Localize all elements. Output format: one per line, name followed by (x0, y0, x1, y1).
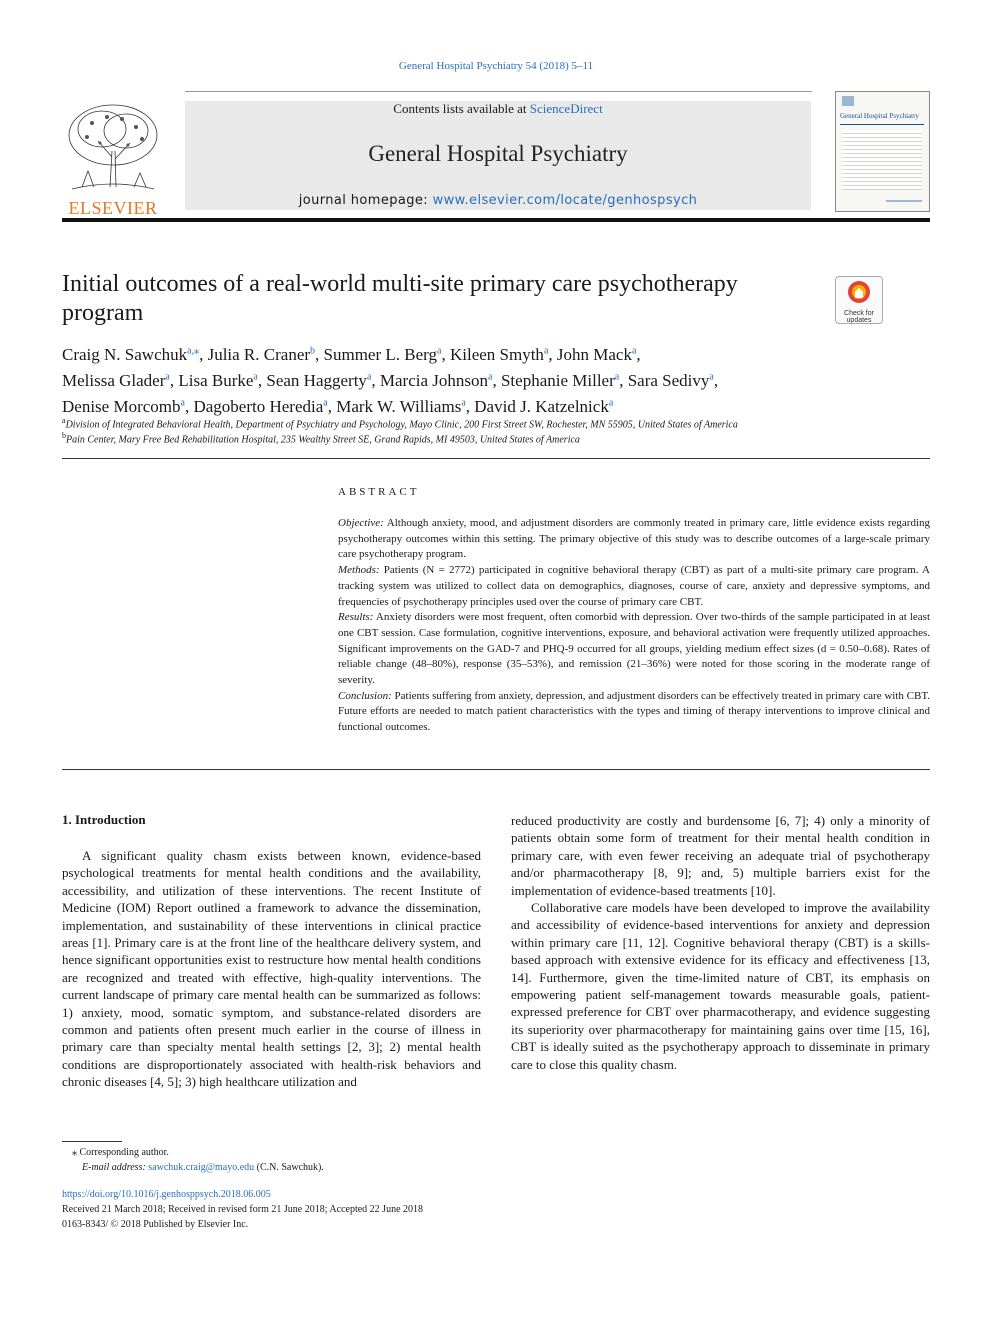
abstract-heading: ABSTRACT (338, 486, 420, 498)
author[interactable]: John Mack$^a$, (556, 344, 641, 364)
abstract-methods: Methods: Patients (N = 2772) participated in cognitive behavioral therapy (CBT) as part of a multi-site primary care program. A tracking system was utilized to collect data on demographics, diagnoses, course of care, anxiety and depressive symptoms, and frequencies of psychotherapy principles used over the course of primary care CBT. (338, 564, 930, 608)
cover-contents-lines (842, 130, 922, 190)
author[interactable]: Craig N. Sawchuk$^{a,⁎}$, (62, 344, 208, 364)
cover-title: General Hospital Psychiatry (840, 112, 919, 120)
homepage-prefix: journal homepage: (298, 193, 433, 208)
corresponding-author-note: ⁎ Corresponding author. (72, 1147, 169, 1158)
footnote-rule (62, 1141, 122, 1142)
copyright-line: 0163-8343/ © 2018 Published by Elsevier Inc. (62, 1219, 249, 1230)
journal-title: General Hospital Psychiatry (368, 141, 628, 166)
author[interactable]: Stephanie Miller$^a$, (500, 370, 628, 390)
contents-available-line (185, 101, 811, 117)
header-top-rule (185, 91, 812, 92)
abstract-results: Results: Anxiety disorders were most frequent, often comorbid with depression. Over two-thirds of the sample participated in at least one CBT session. Case formulation, cognitive interventions, exposure, and behavioral activation were frequently utilized approaches. Significant improvements on the GAD-7 and PHQ-9 occurred for all groups, yielding medium effect sizes (d = 0.50–0.68). Rates of reliable change (48–80%), response (35–53%), and remission (21–36%) were noted for those scoring in the moderate range of severity. (338, 611, 930, 687)
cover-rule (840, 124, 924, 125)
journal-homepage-line (185, 193, 811, 208)
cover-logo-icon (842, 96, 854, 106)
author[interactable]: Melissa Glader$^a$, (62, 370, 179, 390)
intro-paragraph-1: A significant quality chasm exists between known, evidence-based psychological treatments for mental health conditions and the availability, accessibility, and utilization of these interventions. The recent Institute of Medicine (IOM) Report outlined a framework to advance the dissemination, implementation, and sustainability of these interventions in clinical practice areas [1]. Primary care is at the front line of the healthcare delivery system, and hence significant opportunities exist to restructure how mental health conditions are recognized and treated with effective, high-quality interventions. The current landscape of primary care mental health can be summarized as follows: 1) anxiety, mood, somatic symptom, and substance-related disorders are common and patients often present much earlier in the course of illness in primary care than specialty mental health settings [2, 3]; 2) mental health conditions are disproportionately associated with health-risk behaviors and chronic diseases [4, 5]; 3) high healthcare utilization and (62, 848, 481, 1090)
abstract-conclusion: Conclusion: Patients suffering from anxiety, depression, and adjustment disorders can be effectively treated in primary care with CBT. Future efforts are needed to match patient characteristics with the types and timing of therapy interventions to improve clinical and functional outcomes. (338, 689, 930, 734)
author[interactable]: Julia R. Craner$^b$, (207, 344, 324, 364)
elsevier-tree-icon (62, 101, 164, 193)
contents-prefix: Contents lists available at (393, 101, 530, 116)
affiliation-b: $^b$Pain Center, Mary Free Bed Rehabilitation Hospital, 235 Wealthy Street SE, Grand Rapids, MI 49503, United States of America (62, 431, 580, 446)
author[interactable]: Marcia Johnson$^a$, (379, 370, 501, 390)
intro-column-left (62, 847, 481, 1091)
intro-column-right (511, 812, 930, 1073)
author[interactable]: Summer L. Berg$^a$, (323, 344, 450, 364)
badge-line-1: Check for (844, 310, 874, 317)
article-dates: Received 21 March 2018; Received in revised form 21 June 2018; Accepted 22 June 2018 (62, 1204, 424, 1215)
author[interactable]: Kileen Smyth$^a$, (449, 344, 557, 364)
doi-link[interactable]: https://doi.org/10.1016/j.genhosppsych.2018.06.005 (62, 1189, 271, 1200)
affiliation-a: $^a$Division of Integrated Behavioral Health, Department of Psychiatry and Psychology, Mayo Clinic, 200 First Street SW, Rochester, MN 55905, United States of America (62, 416, 738, 431)
intro-paragraph-1-continued: reduced productivity are costly and burdensome [6, 7]; 4) only a minority of patients obtain some form of treatment for their mental health condition in primary care, with even fewer receiving an adequate trial of psychotherapy and/or pharmacotherapy [8, 9]; and, 5) multiple barriers exist for the implementation of evidence-based treatments [10]. (511, 813, 930, 898)
badge-line-2: updates (846, 317, 872, 324)
author[interactable]: Sara Sedivy$^a$, (627, 370, 719, 390)
email-note: E-mail address: sawchuk.craig@mayo.edu (C.N. Sawchuk). (82, 1162, 324, 1173)
author[interactable]: Denise Morcomb$^a$, (62, 396, 194, 416)
affiliation-divider (62, 458, 930, 459)
author[interactable]: David J. Katzelnick$^a$ (474, 396, 614, 416)
intro-paragraph-2: Collaborative care models have been developed to improve the availability and accessibility of evidence-based interventions for anxiety and depression within primary care [11, 12]. Cognitive behavioral therapy (CBT) is a skills-based approach with extensive evidence for its efficacy and effectiveness [13, 14]. Furthermore, given the time-limited nature of CBT, its emphasis on empowering patient self-management towards measurable goals, patient-expressed preference for CBT over pharmacotherapy, and evidence suggesting its superiority over pharmacotherapy for maintaining gains over time [15, 16], CBT is ideally suited as the psychotherapy approach to disseminate in primary care to close this quality chasm. (511, 900, 930, 1072)
check-updates-icon (846, 279, 872, 305)
author-list (62, 340, 892, 418)
section-heading-introduction: 1. Introduction (62, 812, 146, 827)
journal-homepage-link[interactable]: www.elsevier.com/locate/genhospsych (432, 193, 698, 208)
author[interactable]: Lisa Burke$^a$, (178, 370, 267, 390)
elsevier-wordmark: ELSEVIER (68, 198, 158, 218)
abstract-body (338, 516, 930, 736)
journal-citation[interactable]: General Hospital Psychiatry 54 (2018) 5–11 (398, 60, 594, 72)
author[interactable]: Sean Haggerty$^a$, (266, 370, 380, 390)
cover-footer-mark (886, 200, 922, 202)
article-title: Initial outcomes of a real-world multi-site primary care psychotherapy program (62, 271, 738, 326)
author[interactable]: Dagoberto Heredia$^a$, (193, 396, 337, 416)
abstract-divider (62, 769, 930, 770)
author-email-link[interactable]: sawchuk.craig@mayo.edu (148, 1162, 255, 1173)
elsevier-logo (62, 101, 164, 218)
header-thick-rule (62, 218, 930, 222)
author[interactable]: Mark W. Williams$^a$, (336, 396, 475, 416)
check-for-updates-badge[interactable] (835, 276, 883, 324)
sciencedirect-link[interactable]: ScienceDirect (529, 101, 603, 116)
journal-cover-thumbnail (835, 91, 930, 212)
abstract-objective: Objective: Although anxiety, mood, and adjustment disorders are commonly treated in primary care, little evidence exists regarding psychotherapy outcomes within this setting. The primary objective of this study was to describe outcomes of a large-scale primary care psychotherapy program. (338, 517, 930, 561)
